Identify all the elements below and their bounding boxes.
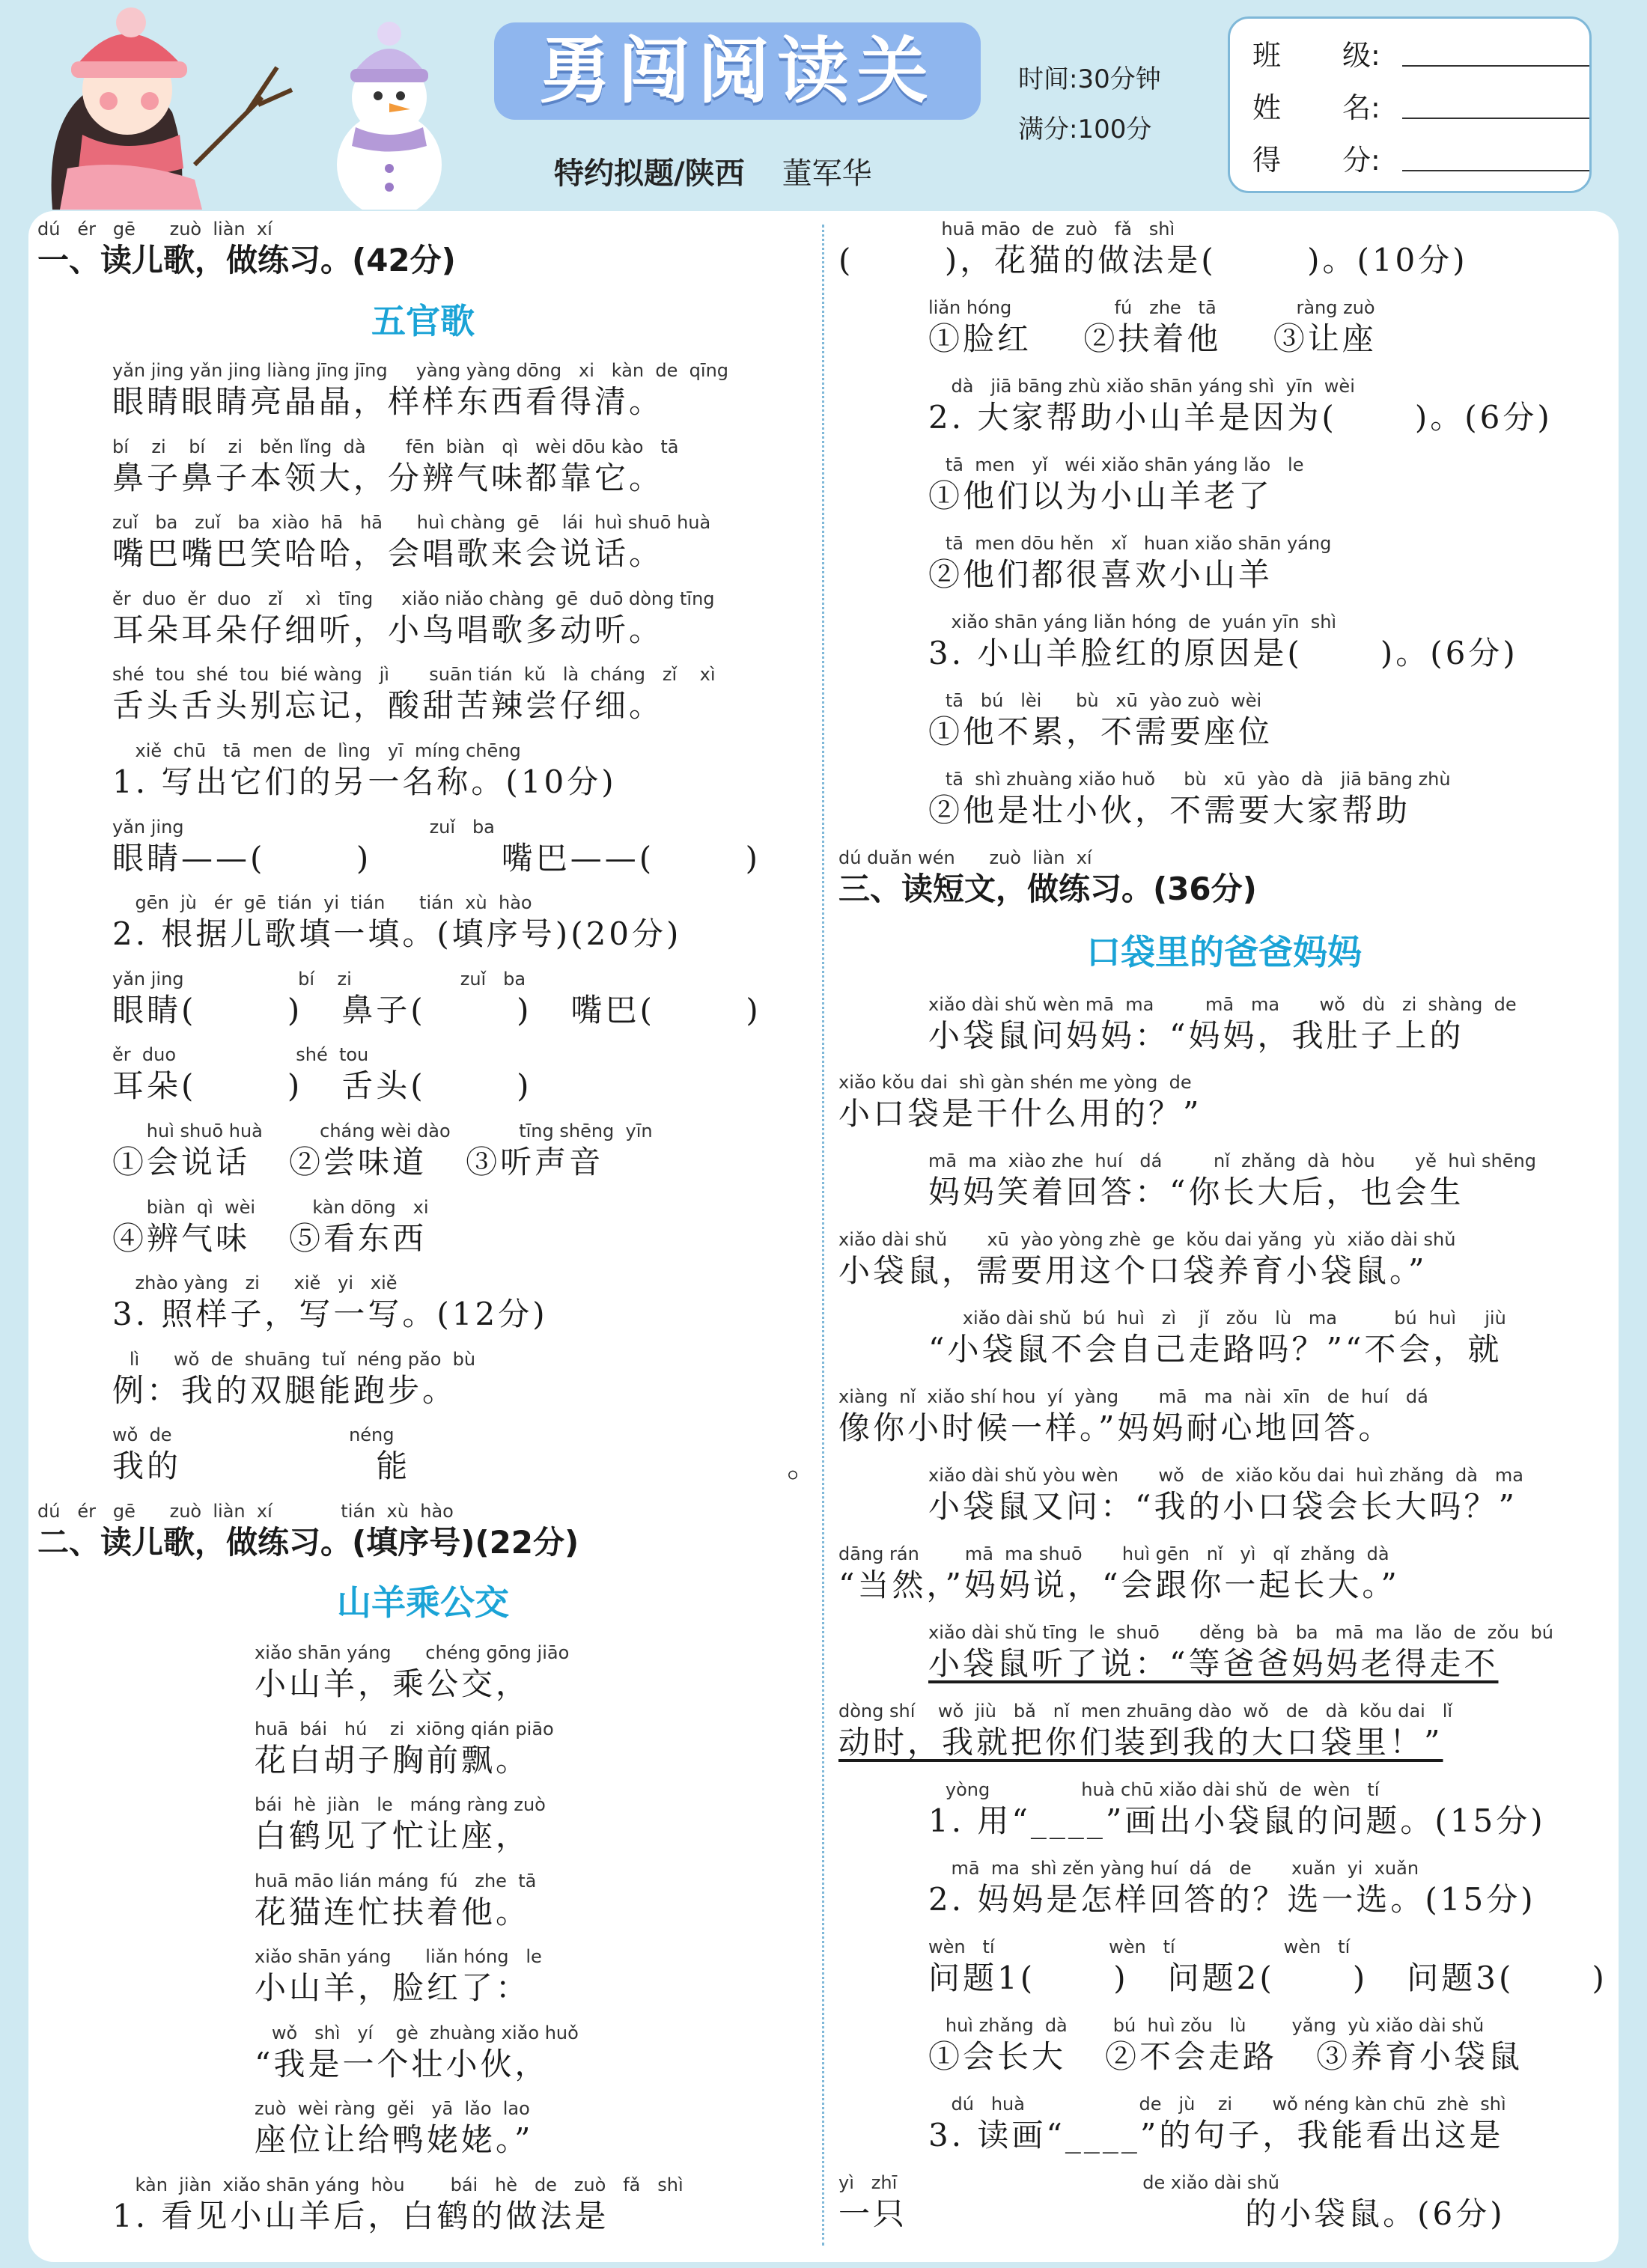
score-field[interactable] — [1402, 170, 1589, 171]
pinyin-line: wǒ de néng — [112, 1424, 395, 1446]
hanzi-line: 1. 写出它们的另一名称。(10分) — [112, 763, 617, 801]
pinyin-line: dú ér gē zuò liàn xí — [37, 219, 273, 240]
hanzi-line: 3. 读画“____”的句子，我能看出这是 — [928, 2116, 1504, 2153]
hanzi-line: 小袋鼠，需要用这个口袋养育小袋鼠。” — [838, 1252, 1428, 1290]
text-line — [838, 1622, 1610, 1685]
text-line — [838, 1543, 1610, 1606]
hanzi-line: ( )，花猫的做法是( )。(10分) — [838, 242, 1468, 278]
class-field[interactable] — [1402, 65, 1589, 67]
hanzi-line: 小袋鼠问妈妈：“妈妈，我肚子上的 — [928, 1016, 1464, 1054]
text-line — [838, 1858, 1610, 1921]
section-heading-text: 一、读儿歌，做练习。(42分) — [37, 242, 456, 278]
text-line — [37, 1719, 809, 1781]
left-column — [37, 219, 822, 2251]
pinyin-line: wǒ shì yí gè zhuàng xiǎo huǒ — [255, 2022, 579, 2043]
pinyin-line: xiǎo kǒu dai shì gàn shén me yòng de — [838, 1072, 1192, 1094]
pinyin-line: yǎn jing bí zi zuǐ ba — [112, 968, 526, 990]
text-line — [37, 2098, 809, 2161]
pinyin-line: liǎn hóng fú zhe tā ràng zuò — [928, 296, 1375, 318]
hanzi-line: 小山羊，脸红了： — [255, 1969, 531, 2007]
pinyin-line: xiǎo dài shǔ yòu wèn wǒ de xiǎo kǒu dai huì zhǎng dà ma — [928, 1465, 1523, 1487]
pinyin-line: xiǎo dài shǔ wèn mā ma mā ma wǒ dù zi shàng de — [928, 993, 1517, 1015]
text-line — [838, 1936, 1610, 1999]
poem-title-text: 五官歌 — [371, 300, 475, 341]
full-score: 满分:100分 — [1018, 115, 1152, 144]
text-line — [838, 690, 1610, 753]
pinyin-line: xiǎo shān yáng liǎn hóng de yuán yīn shì — [928, 611, 1337, 632]
text-line — [838, 1386, 1610, 1449]
pinyin-line: lì wǒ de shuāng tuǐ néng pǎo bù — [112, 1348, 476, 1370]
pinyin-line: xiǎo shān yáng liǎn hóng le — [255, 1946, 542, 1968]
pinyin-line: huì shuō huà cháng wèi dào tīng shēng yīn — [112, 1120, 653, 1141]
pinyin-line: mā ma xiào zhe huí dá nǐ zhǎng dà hòu yě huì shēng — [928, 1150, 1536, 1172]
text-line — [838, 376, 1610, 439]
hanzi-line: 问题1( ) 问题2( ) 问题3( ) — [928, 1959, 1607, 1996]
text-line — [37, 740, 809, 803]
hanzi-line: 眼睛眼睛亮晶晶，样样东西看得清。 — [112, 383, 664, 421]
pinyin-line: dú duǎn wén zuò liàn xí — [838, 847, 1092, 868]
text-line — [37, 664, 809, 727]
hanzi-line: 舌头舌头别忘记，酸甜苦辣尝仔细。 — [112, 687, 664, 725]
snowman-illustration — [314, 15, 464, 210]
hanzi-line: 花猫连忙扶着他。 — [255, 1893, 531, 1930]
hanzi-line: 一只 的小袋鼠。(6分) — [838, 2195, 1506, 2232]
hanzi-line: 座位让给鸭姥姥。” — [255, 2121, 534, 2159]
info-label: 级: — [1342, 39, 1380, 72]
pinyin-line: biàn qì wèi kàn dōng xi — [112, 1196, 429, 1218]
pinyin-line: kàn jiàn xiǎo shān yáng hòu bái hè de zuò fǎ shì — [112, 2174, 684, 2196]
hanzi-line: 3. 小山羊脸红的原因是( )。(6分) — [928, 634, 1518, 671]
hanzi-line: “小袋鼠不会自己走路吗？”“不会，就 — [928, 1331, 1503, 1368]
info-label: 名: — [1342, 91, 1380, 124]
text-line — [37, 588, 809, 651]
text-line — [838, 297, 1610, 360]
hanzi-line: 2. 大家帮助小山羊是因为( )。(6分) — [928, 398, 1553, 436]
text-line — [838, 1072, 1610, 1135]
pinyin-line: dú ér gē zuò liàn xí tián xù hào — [37, 1500, 454, 1522]
pinyin-line: bí zi bí zi běn lǐng dà fēn biàn qì wèi dōu kào tā — [112, 436, 679, 457]
hanzi-line: 嘴巴嘴巴笑哈哈，会唱歌来会说话。 — [112, 535, 664, 573]
text-line — [37, 436, 809, 499]
author-line — [554, 150, 872, 192]
poem-title-text: 口袋里的爸爸妈妈 — [1086, 931, 1362, 972]
pinyin-line: dòng shí wǒ jiù bǎ nǐ men zhuāng dào wǒ de dà kǒu dai lǐ — [838, 1701, 1453, 1722]
hanzi-line: 3. 照样子，写一写。(12分) — [112, 1296, 548, 1333]
pinyin-line: yòng huà chū xiǎo dài shǔ de wèn tí — [928, 1779, 1380, 1801]
text-line — [838, 769, 1610, 832]
pinyin-line: tā bú lèi bù xū yào zuò wèi — [928, 689, 1262, 711]
page-header — [0, 0, 1647, 217]
hanzi-line: ①他们以为小山羊老了 — [928, 477, 1273, 514]
text-line — [37, 1044, 809, 1107]
text-line — [838, 1779, 1610, 1842]
hanzi-line: ①脸红 ②扶着他 ③让座 — [928, 320, 1377, 357]
section-heading — [37, 1501, 809, 1564]
pinyin-line: xiě chū tā men de lìng yī míng chēng — [112, 740, 521, 762]
section-heading-text: 三、读短文，做练习。(36分) — [838, 870, 1257, 907]
text-line — [37, 360, 809, 423]
hanzi-line: 例：我的双腿能跑步。 — [112, 1371, 457, 1409]
text-line — [838, 2172, 1610, 2235]
pinyin-line: huā māo lián máng fú zhe tā — [255, 1870, 537, 1891]
hanzi-line: 2. 根据儿歌填一填。(填序号)(20分) — [112, 915, 682, 953]
pinyin-line: huì zhǎng dà bú huì zǒu lù yǎng yù xiǎo dài shǔ — [928, 2014, 1485, 2036]
poem-title — [838, 926, 1610, 978]
pinyin-line: zuò wèi ràng gěi yā lǎo lao — [255, 2098, 530, 2120]
hanzi-line: 动时，我就把你们装到我的大口袋里！” — [838, 1724, 1443, 1761]
hanzi-line: 眼睛——( ) 嘴巴——( ) — [112, 839, 761, 877]
pinyin-line: dà jiā bāng zhù xiǎo shān yáng shì yīn wèi — [928, 375, 1355, 397]
hanzi-line: 1. 看见小山羊后，白鹤的做法是 — [112, 2198, 609, 2235]
hanzi-line: 眼睛( ) 鼻子( ) 嘴巴( ) — [112, 991, 761, 1028]
hanzi-line: ①他不累，不需要座位 — [928, 713, 1273, 750]
text-line — [838, 2015, 1610, 2078]
text-line — [37, 1349, 809, 1412]
page-title: 勇闯阅读关 — [494, 22, 981, 120]
hanzi-line: ②他是壮小伙，不需要大家帮助 — [928, 791, 1411, 829]
hanzi-line: ②他们都很喜欢小山羊 — [928, 555, 1273, 593]
hanzi-line: 妈妈笑着回答：“你长大后，也会生 — [928, 1174, 1464, 1211]
hanzi-line: 1. 用“____”画出小袋鼠的问题。(15分) — [928, 1802, 1546, 1840]
text-line — [37, 817, 809, 880]
pinyin-line: tā men dōu hěn xǐ huan xiǎo shān yáng — [928, 532, 1332, 554]
pinyin-line: yǎn jing zuǐ ba — [112, 816, 495, 838]
pinyin-line: xiàng nǐ xiǎo shí hou yí yàng mā ma nài xīn de huí dá — [838, 1386, 1428, 1408]
pinyin-line: wèn tí wèn tí wèn tí — [928, 1936, 1351, 1957]
text-line — [37, 1946, 809, 2009]
section-heading — [37, 219, 809, 281]
pinyin-line: zhào yàng zi xiě yi xiě — [112, 1272, 398, 1294]
pinyin-line: yì zhī de xiǎo dài shǔ — [838, 2171, 1279, 2193]
pinyin-line: ěr duo ěr duo zǐ xì tīng xiǎo niǎo chàng gē duō dòng tīng — [112, 588, 715, 609]
hanzi-line: 我的 能 。 — [112, 1448, 822, 1485]
text-line — [37, 892, 809, 955]
text-line — [838, 454, 1610, 517]
hanzi-line: 鼻子鼻子本领大，分辨气味都靠它。 — [112, 459, 664, 496]
pinyin-line: xiǎo dài shǔ bú huì zì jǐ zǒu lù ma bú huì jiù — [928, 1308, 1506, 1329]
hanzi-line: 小袋鼠又问：“我的小口袋会长大吗？” — [928, 1488, 1517, 1525]
author-label: 特约拟题/陕西 — [554, 156, 745, 191]
pinyin-line: yǎn jing yǎn jing liàng jīng jīng yàng yàng dōng xi kàn de qīng — [112, 360, 729, 382]
text-line — [37, 2022, 809, 2085]
pinyin-line: huā bái hú zi xiōng qián piāo — [255, 1718, 554, 1740]
text-line — [838, 219, 1610, 281]
hanzi-line: ①会说话 ②尝味道 ③听声音 — [112, 1143, 604, 1180]
pinyin-line: dú huà de jù zi wǒ néng kàn chū zhè shì — [928, 2093, 1506, 2115]
student-info-card — [1228, 16, 1592, 193]
text-line — [37, 2174, 809, 2237]
hanzi-line: 像你小时候一样。”妈妈耐心地回答。 — [838, 1409, 1393, 1447]
pinyin-line: zuǐ ba zuǐ ba xiào hā hā huì chàng gē lái huì shuō huà — [112, 512, 711, 534]
text-line — [37, 512, 809, 575]
text-line — [37, 1794, 809, 1857]
pinyin-line: xiǎo dài shǔ tīng le shuō děng bà ba mā ma lǎo de zǒu bú — [928, 1622, 1553, 1644]
right-column — [838, 219, 1610, 2251]
pinyin-line: mā ma shì zěn yàng huí dá de xuǎn yi xuǎn — [928, 1858, 1419, 1880]
hanzi-line: “当然，”妈妈说，“会跟你一起长大。” — [838, 1567, 1400, 1604]
text-line — [37, 1642, 809, 1705]
hanzi-line: ①会长大 ②不会走路 ③养育小袋鼠 — [928, 2037, 1523, 2075]
text-line — [37, 1121, 809, 1183]
girl-illustration — [22, 7, 307, 210]
hanzi-line: 2. 妈妈是怎样回答的？选一选。(15分) — [928, 1881, 1536, 1918]
hanzi-line: 小山羊，乘公交， — [255, 1665, 531, 1702]
hanzi-line: ④辨气味 ⑤看东西 — [112, 1219, 427, 1257]
text-line — [838, 1465, 1610, 1528]
author-name: 董军华 — [782, 156, 872, 191]
pinyin-line: gēn jù ér gē tián yi tián tián xù hào — [112, 892, 532, 914]
hanzi-line: 耳朵( ) 舌头( ) — [112, 1067, 532, 1105]
hanzi-line: “我是一个壮小伙， — [255, 2045, 549, 2082]
pinyin-line: ěr duo shé tou — [112, 1044, 369, 1066]
info-label: 得 — [1252, 144, 1282, 177]
text-line — [37, 1272, 809, 1335]
pinyin-line: huā māo de zuò fǎ shì — [838, 219, 1175, 240]
section-heading-text: 二、读儿歌，做练习。(填序号)(22分) — [37, 1523, 579, 1561]
pinyin-line: xiǎo shān yáng chéng gōng jiāo — [255, 1641, 570, 1663]
hanzi-line: 白鹤见了忙让座， — [255, 1817, 531, 1855]
text-line — [37, 1424, 822, 1487]
poem-title — [37, 1576, 809, 1629]
text-line — [838, 1150, 1610, 1213]
pinyin-line: tā shì zhuàng xiǎo huǒ bù xū yào dà jiā bāng zhù — [928, 768, 1451, 790]
info-label: 分: — [1342, 144, 1380, 177]
info-label: 班 — [1252, 39, 1282, 72]
text-line — [838, 1229, 1610, 1292]
hanzi-line: 花白胡子胸前飘。 — [255, 1741, 531, 1778]
text-line — [37, 1871, 809, 1933]
text-line — [37, 1197, 809, 1260]
time-limit: 时间:30分钟 — [1018, 64, 1161, 94]
text-line — [838, 2094, 1610, 2156]
text-line — [838, 1701, 1610, 1764]
text-line — [838, 533, 1610, 596]
section-heading — [838, 847, 1610, 910]
text-line — [838, 1308, 1610, 1371]
info-label: 姓 — [1252, 91, 1282, 124]
column-divider — [822, 225, 824, 2246]
hanzi-line: 小袋鼠听了说：“等爸爸妈妈老得走不 — [928, 1645, 1499, 1683]
pinyin-line: dāng rán mā ma shuō huì gēn nǐ yì qǐ zhǎng dà — [838, 1543, 1389, 1565]
pinyin-line: xiǎo dài shǔ xū yào yòng zhè ge kǒu dai yǎng yù xiǎo dài shǔ — [838, 1229, 1456, 1251]
text-line — [838, 612, 1610, 674]
text-line — [37, 969, 809, 1031]
name-field[interactable] — [1402, 118, 1589, 119]
pinyin-line: tā men yǐ wéi xiǎo shān yáng lǎo le — [928, 454, 1304, 475]
hanzi-line: 小口袋是干什么用的？” — [838, 1095, 1202, 1133]
pinyin-line: shé tou shé tou bié wàng jì suān tián kǔ là cháng zǐ xì — [112, 664, 716, 686]
pinyin-line: bái hè jiàn le máng ràng zuò — [255, 1794, 546, 1816]
hanzi-line: 耳朵耳朵仔细听，小鸟唱歌多动听。 — [112, 611, 664, 648]
poem-title-text: 山羊乘公交 — [337, 1582, 509, 1624]
text-line — [838, 994, 1610, 1057]
poem-title — [37, 295, 809, 347]
